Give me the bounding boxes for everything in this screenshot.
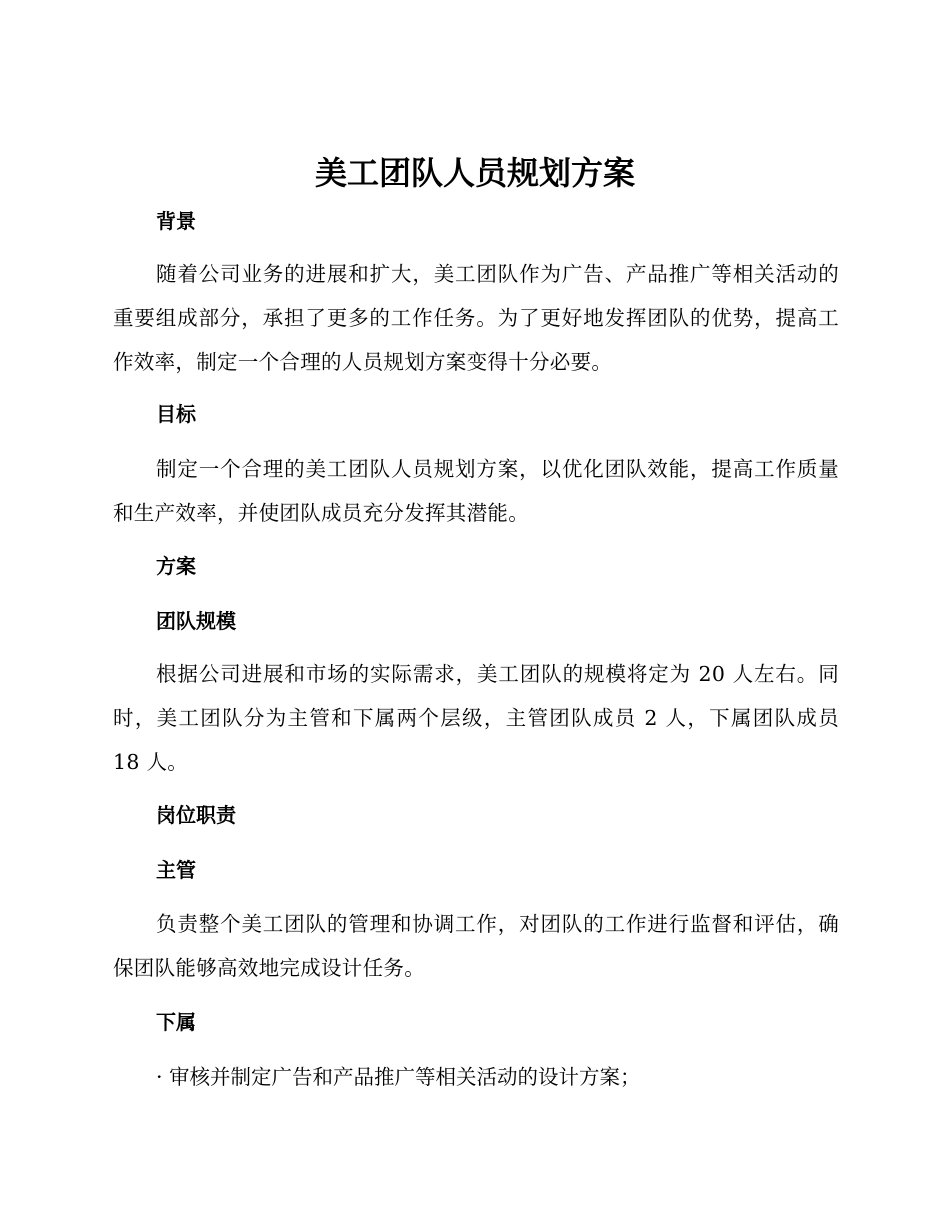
list-item: · 审核并制定广告和产品推广等相关活动的设计方案； [156, 1065, 641, 1089]
heading-team-size: 团队规模 [156, 609, 236, 633]
paragraph-background: 随着公司业务的进展和扩大，美工团队作为广告、产品推广等相关活动的重要组成部分，承担了更多的工作任务。为了更好地发挥团队的优势，提高工作效率，制定一个合理的人员规划方案变得十分必要。 [113, 262, 839, 374]
paragraph-supervisor: 负责整个美工团队的管理和协调工作，对团队的工作进行监督和评估，确保团队能够高效地完成设计任务。 [113, 912, 839, 980]
heading-plan: 方案 [156, 554, 196, 578]
heading-supervisor: 主管 [156, 858, 196, 882]
paragraph-goal: 制定一个合理的美工团队人员规划方案，以优化团队效能，提高工作质量和生产效率，并使团队成员充分发挥其潜能。 [113, 457, 839, 525]
document-title: 美工团队人员规划方案 [314, 154, 635, 192]
heading-duties: 岗位职责 [156, 803, 236, 827]
heading-background: 背景 [156, 209, 196, 233]
paragraph-team-size: 根据公司进展和市场的实际需求，美工团队的规模将定为 20 人左右。同时，美工团队分为主管和下属两个层级，主管团队成员 2 人，下属团队成员 18 人。 [113, 662, 839, 774]
heading-subordinate: 下属 [156, 1010, 196, 1034]
heading-goal: 目标 [156, 402, 196, 426]
